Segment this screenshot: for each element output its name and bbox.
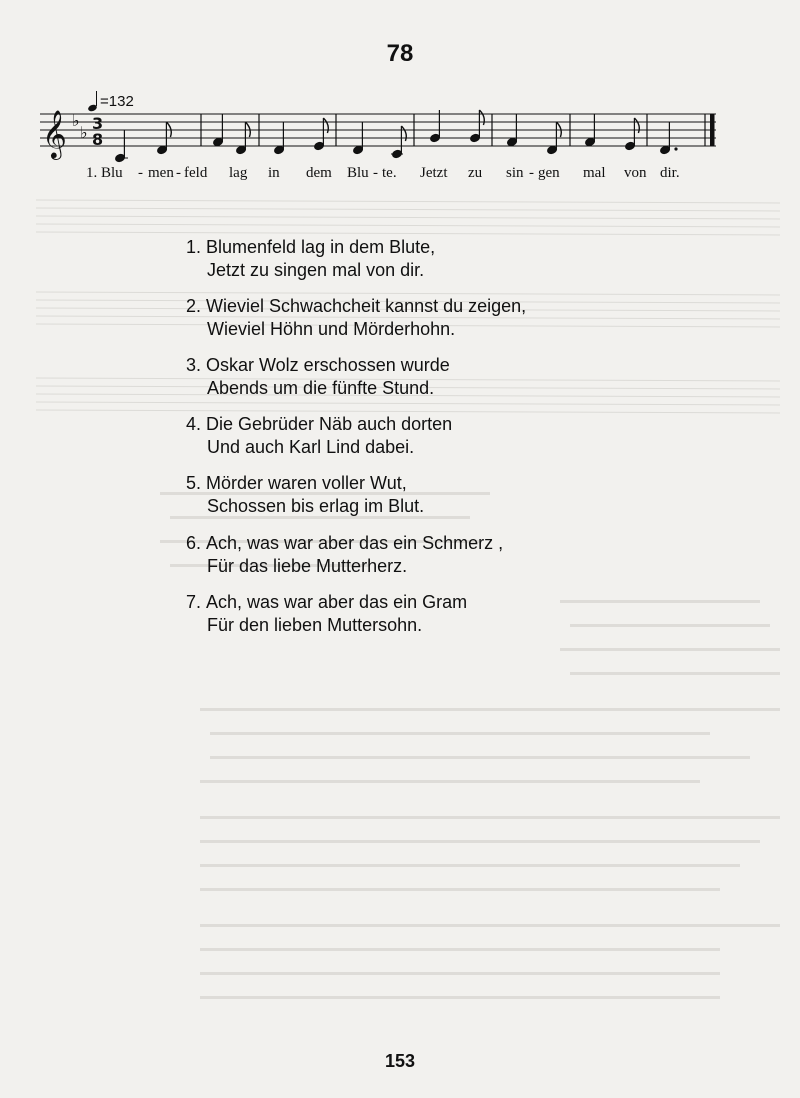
lyric-syllable: dem	[306, 165, 332, 181]
song-number: 78	[386, 40, 414, 67]
time-signature-bottom: 8	[92, 130, 104, 149]
verse-line-1: Ach, was war aber das ein Schmerz ,	[206, 533, 504, 553]
verse-6	[186, 532, 503, 578]
lyric-syllable: sin	[506, 165, 524, 181]
verse-1	[186, 236, 435, 282]
verse-line-2: Für den lieben Muttersohn.	[207, 615, 423, 635]
lyric-hyphen: -	[138, 165, 143, 181]
flat-icon: ♭	[72, 111, 80, 130]
lyric-syllable: dir.	[660, 165, 680, 181]
lyric-syllable: te.	[382, 165, 397, 181]
verse-line-1: Ach, was war aber das ein Gram	[206, 592, 468, 612]
verse-line-2: Wieviel Höhn und Mörderhohn.	[207, 319, 456, 339]
verse-number: 6.	[186, 533, 202, 553]
verse-line-2: Für das liebe Mutterherz.	[207, 556, 408, 576]
lyric-syllable: mal	[583, 165, 606, 181]
verse-line-2: Jetzt zu singen mal von dir.	[207, 260, 425, 280]
verse-number: 2.	[186, 296, 202, 316]
verse-number: 1.	[186, 237, 202, 257]
treble-clef-icon: 𝄞	[42, 109, 67, 158]
verse-5	[186, 472, 424, 518]
lyric-syllable: zu	[468, 165, 483, 181]
verse-number: 3.	[186, 355, 202, 375]
lyric-syllable: von	[624, 165, 647, 181]
lyric-syllable: Blu	[347, 165, 369, 181]
flat-icon: ♭	[80, 123, 88, 142]
page-number: 153	[384, 1051, 416, 1071]
verse-3	[186, 354, 450, 400]
verse-line-1: Die Gebrüder Näb auch dorten	[206, 414, 453, 434]
verse-line-1: Mörder waren voller Wut,	[206, 473, 407, 493]
verse-line-2: Schossen bis erlag im Blut.	[207, 496, 425, 516]
lyric-syllable: in	[268, 165, 280, 181]
lyric-syllable: feld	[184, 165, 208, 181]
verse-2	[186, 295, 526, 341]
verse-line-1: Oskar Wolz erschossen wurde	[206, 355, 450, 375]
lyric-syllable: gen	[538, 165, 560, 181]
lyric-syllable: Jetzt	[420, 165, 448, 181]
lyric-syllable: 1. Blu	[86, 165, 123, 181]
lyric-hyphen: -	[373, 165, 378, 181]
verse-number: 5.	[186, 473, 202, 493]
verse-line-1: Wieviel Schwachcheit kannst du zeigen,	[206, 296, 527, 316]
lyric-hyphen: -	[529, 165, 534, 181]
verse-line-1: Blumenfeld lag in dem Blute,	[206, 237, 436, 257]
lyric-hyphen: -	[176, 165, 181, 181]
verse-number: 4.	[186, 414, 202, 434]
verse-4	[186, 413, 452, 459]
verse-line-2: Abends um die fünfte Stund.	[207, 378, 435, 398]
verse-7	[186, 591, 467, 637]
verse-line-2: Und auch Karl Lind dabei.	[207, 437, 415, 457]
verse-number: 7.	[186, 592, 202, 612]
tempo-value: =132	[100, 92, 134, 110]
lyric-syllable: men	[148, 165, 174, 181]
time-signature-top: 3	[92, 114, 104, 133]
lyric-syllable: lag	[229, 165, 248, 181]
